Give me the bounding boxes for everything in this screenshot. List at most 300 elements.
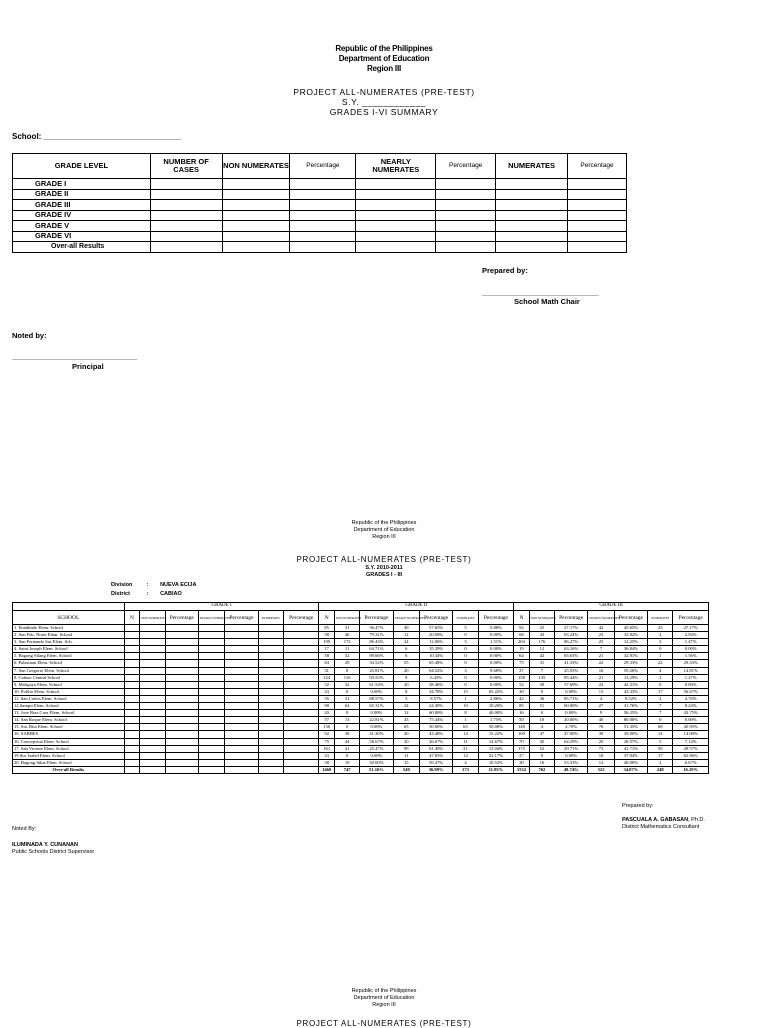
grade1-cell xyxy=(198,759,225,766)
summary-cell xyxy=(150,189,222,200)
table-row xyxy=(13,717,709,724)
grade3-cell: 158 xyxy=(514,674,529,681)
header-line: Republic of the Philippines xyxy=(351,520,417,526)
grade1-cell xyxy=(140,710,165,717)
grade3-cell: 12.25% xyxy=(614,639,647,646)
summary-row xyxy=(13,221,627,232)
grade3-cell: 21 xyxy=(588,674,615,681)
grade2-cell: 0.00% xyxy=(360,688,393,695)
grade3-cell: 1.56% xyxy=(673,653,709,660)
grade1-cell xyxy=(283,731,318,738)
grade3-cell: 20 xyxy=(588,738,615,745)
grade1-cell xyxy=(198,745,225,752)
grade3-cell: 73 xyxy=(588,745,615,752)
school-name: 5. Bagong Silang Elem. School xyxy=(13,653,125,660)
grade3-cell: 51.35% xyxy=(614,724,647,731)
header-line: Department of Education xyxy=(338,54,430,63)
grade1-cell xyxy=(258,667,283,674)
grade2-cell: 58 xyxy=(319,632,334,639)
table-row xyxy=(13,688,709,695)
grade3-cell: 27 xyxy=(514,667,529,674)
summary-cell xyxy=(496,179,568,190)
sub-col-header: Percentage xyxy=(478,611,514,625)
grade1-cell xyxy=(225,688,258,695)
page2-prepared-by: Prepared by: xyxy=(622,803,654,809)
table-row xyxy=(13,738,709,745)
grade2-cell: 15 xyxy=(453,688,478,695)
table-row xyxy=(13,639,709,646)
summary-cell xyxy=(356,210,436,221)
grade1-cell xyxy=(258,738,283,745)
grade3-cell: 80.00% xyxy=(614,717,647,724)
grade2-cell: 0.00% xyxy=(478,653,514,660)
grade2-cell: 41.30% xyxy=(360,731,393,738)
grade-group-header: GRADE III xyxy=(514,603,709,611)
grade3-cell: 13.29% xyxy=(614,674,647,681)
preparer-name: PASCUALA A. GABASAN xyxy=(622,817,689,823)
grade3-cell: 25.93% xyxy=(555,667,588,674)
grade2-cell: 9.68% xyxy=(478,667,514,674)
summary-cell xyxy=(568,200,627,211)
grade3-cell: 85.44% xyxy=(555,674,588,681)
summary-cell xyxy=(150,221,222,232)
header-line: Department of Education xyxy=(353,527,415,533)
summary-cell xyxy=(496,210,568,221)
district-value: CABIAO xyxy=(160,591,182,597)
grade3-cell: 42 xyxy=(514,695,529,702)
summary-overall-row xyxy=(13,242,627,253)
grade2-cell: 20 xyxy=(393,738,420,745)
grade2-cell: 3 xyxy=(393,695,420,702)
grade3-cell: 9.52% xyxy=(614,695,647,702)
column-header-row xyxy=(13,611,709,625)
grade1-cell xyxy=(283,646,318,653)
grade3-cell: 2.94% xyxy=(673,632,709,639)
grade3-cell: 47.00% xyxy=(555,731,588,738)
grade1-cell xyxy=(225,639,258,646)
summary-cell xyxy=(356,221,436,232)
grade2-cell: 10.34% xyxy=(420,653,453,660)
grade3-cell: 7 xyxy=(648,703,673,710)
grade2-cell: 86.43% xyxy=(360,639,393,646)
grade3-cell: 0 xyxy=(648,646,673,653)
school-name: 11. San Carlos Elem. School xyxy=(13,695,125,702)
grade1-cell xyxy=(165,688,198,695)
summary-cell xyxy=(222,242,290,253)
sub-col-header: Percentage xyxy=(225,611,258,625)
grade1-cell xyxy=(124,759,139,766)
grade2-cell: 6 xyxy=(393,653,420,660)
table-row xyxy=(13,710,709,717)
grade1-cell xyxy=(124,660,139,667)
grade2-cell: 14 xyxy=(453,731,478,738)
grade2-cell: 3 xyxy=(453,639,478,646)
grade2-cell: 12 xyxy=(393,710,420,717)
summary-cell xyxy=(150,200,222,211)
summary-cell xyxy=(222,200,290,211)
grade3-cell: 0 xyxy=(648,681,673,688)
grade3-cell: 27 xyxy=(588,703,615,710)
grade2-cell: 98 xyxy=(319,703,334,710)
table-row xyxy=(13,731,709,738)
grade2-cell: 51.16% xyxy=(360,766,393,773)
grade3-cell: 0.00% xyxy=(673,681,709,688)
grade1-cell xyxy=(283,738,318,745)
grade1-cell xyxy=(258,653,283,660)
total-row xyxy=(13,766,709,773)
summary-cell xyxy=(568,231,627,242)
grade1-cell xyxy=(225,745,258,752)
grade2-cell: 92 xyxy=(319,731,334,738)
grade3-cell: 29.33% xyxy=(673,660,709,667)
grade1-cell xyxy=(258,695,283,702)
school-name: 4. Saint Joseph Elem. School xyxy=(13,646,125,653)
header-line: Region III xyxy=(366,64,401,73)
grade3-cell: 7 xyxy=(588,646,615,653)
grade2-cell: 0 xyxy=(453,660,478,667)
grade2-cell: 1.75% xyxy=(478,717,514,724)
grade1-cell xyxy=(225,759,258,766)
grade2-cell: 25.81% xyxy=(360,667,393,674)
grade2-cell: 75.44% xyxy=(420,717,453,724)
grade1-cell xyxy=(225,752,258,759)
sub-col-header: N xyxy=(124,611,139,625)
grade3-cell: 4.76% xyxy=(673,695,709,702)
summary-cell xyxy=(222,221,290,232)
grade1-cell xyxy=(225,632,258,639)
grade2-cell: 93.55% xyxy=(360,674,393,681)
sub-col-header: Percentage xyxy=(283,611,318,625)
grade1-cell xyxy=(225,717,258,724)
grade3-cell: 22 xyxy=(648,660,673,667)
grade3-cell: 0 xyxy=(529,688,554,695)
grade3-cell: 64.29% xyxy=(555,738,588,745)
grade2-cell: 24.49% xyxy=(420,703,453,710)
grade2-cell: 31 xyxy=(319,667,334,674)
grade2-cell: 75 xyxy=(319,738,334,745)
grade2-cell: 43.48% xyxy=(420,731,453,738)
grade1-cell xyxy=(283,717,318,724)
col-header: NUMERATES xyxy=(496,154,568,179)
grade2-cell: 0.00% xyxy=(360,710,393,717)
grade1-cell xyxy=(258,703,283,710)
grade2-cell: 116 xyxy=(334,674,359,681)
grade2-cell: 58 xyxy=(319,653,334,660)
grade2-cell: 99 xyxy=(393,745,420,752)
grade-level-label: GRADE III xyxy=(13,200,151,211)
summary-table xyxy=(12,153,627,253)
table-row xyxy=(13,653,709,660)
grade2-cell: 1460 xyxy=(319,766,334,773)
table-row xyxy=(13,745,709,752)
grade2-cell: 6.45% xyxy=(420,674,453,681)
grade2-cell: 43 xyxy=(393,717,420,724)
grade3-cell: 52 xyxy=(514,681,529,688)
grade2-cell: 8 xyxy=(393,688,420,695)
grade1-cell xyxy=(225,625,258,632)
grade3-cell: 22 xyxy=(588,660,615,667)
grade3-cell: 39 xyxy=(588,731,615,738)
grade2-cell: 44 xyxy=(334,738,359,745)
sub-col-header: Percentage xyxy=(165,611,198,625)
grade2-cell: 124 xyxy=(319,674,334,681)
grade1-cell xyxy=(198,695,225,702)
grade2-cell: 0.00% xyxy=(478,646,514,653)
grade2-cell: 1 xyxy=(453,695,478,702)
grade3-cell: 12 xyxy=(529,646,554,653)
grade2-cell: 20 xyxy=(393,681,420,688)
grade1-cell xyxy=(258,766,283,773)
grade3-cell: 34.07% xyxy=(614,766,647,773)
grade1-cell xyxy=(283,703,318,710)
grade1-cell xyxy=(198,639,225,646)
grade2-cell: 11 xyxy=(453,738,478,745)
grade2-cell: 49 xyxy=(393,625,420,632)
school-name: 17. San Vicente Elem. School xyxy=(13,745,125,752)
grade2-cell: 64 xyxy=(334,703,359,710)
grade2-cell: 46 xyxy=(334,632,359,639)
grade3-cell: 43 xyxy=(529,632,554,639)
grade1-cell xyxy=(140,703,165,710)
grade2-cell: 0 xyxy=(453,681,478,688)
grade1-cell xyxy=(225,731,258,738)
grade2-cell: 50.00% xyxy=(360,759,393,766)
grade1-cell xyxy=(225,646,258,653)
grade1-cell xyxy=(258,660,283,667)
grade1-cell xyxy=(124,731,139,738)
grade2-cell: 5 xyxy=(453,625,478,632)
grade3-cell: 29.71% xyxy=(555,745,588,752)
grade3-cell: 29.33% xyxy=(614,660,647,667)
page2-noted-by: Noted By: xyxy=(12,826,37,832)
grade1-cell xyxy=(124,703,139,710)
grade1-cell xyxy=(140,667,165,674)
grade1-cell xyxy=(140,625,165,632)
grade2-cell: 12 xyxy=(453,752,478,759)
grade1-cell xyxy=(165,731,198,738)
grade2-cell: 38 xyxy=(334,731,359,738)
grade3-cell: 28.57% xyxy=(673,745,709,752)
summary-cell xyxy=(356,242,436,253)
grade2-cell: 0 xyxy=(453,674,478,681)
table-row xyxy=(13,695,709,702)
summary-cell xyxy=(222,189,290,200)
table-row xyxy=(13,667,709,674)
summary-cell xyxy=(496,231,568,242)
grade2-cell: 65 xyxy=(453,724,478,731)
grade2-cell: 10 xyxy=(453,703,478,710)
table-row xyxy=(13,674,709,681)
grade2-cell: 0 xyxy=(453,653,478,660)
grade2-cell: 39.47% xyxy=(420,759,453,766)
grade2-cell: 64.52% xyxy=(420,667,453,674)
summary-cell xyxy=(290,221,356,232)
grade3-cell: 45 xyxy=(529,738,554,745)
grade3-cell: 7 xyxy=(529,667,554,674)
preparer-role: District Mathematics Consultant xyxy=(622,824,700,830)
header-line: Region III xyxy=(372,1002,396,1008)
grade-level-label: GRADE II xyxy=(13,189,151,200)
grade1-cell xyxy=(225,681,258,688)
grade3-cell: 41.71% xyxy=(614,745,647,752)
sub-col-header: Percentage xyxy=(614,611,647,625)
noter-name: ILUMINADA Y. CUNANAN xyxy=(12,842,78,848)
grade2-cell: 0 xyxy=(334,752,359,759)
table-row xyxy=(13,703,709,710)
summary-cell xyxy=(496,189,568,200)
grade3-cell: 176 xyxy=(529,639,554,646)
grade3-cell: 248 xyxy=(648,766,673,773)
grade3-cell: 14.00% xyxy=(673,731,709,738)
grade1-cell xyxy=(165,625,198,632)
grade1-cell xyxy=(283,660,318,667)
summary-row xyxy=(13,179,627,190)
grade1-cell xyxy=(225,660,258,667)
grade1-cell xyxy=(198,667,225,674)
grade1-cell xyxy=(165,646,198,653)
summary-cell xyxy=(496,242,568,253)
overall-label: Over-all Results xyxy=(13,242,151,253)
grade3-cell: 92 xyxy=(514,625,529,632)
grade1-cell xyxy=(165,695,198,702)
grade3-cell: 45.65% xyxy=(614,625,647,632)
grade3-cell: 85 xyxy=(514,703,529,710)
grade2-cell: 60.00% xyxy=(420,710,453,717)
grade2-cell: 50.00% xyxy=(478,724,514,731)
grade2-cell: 0.00% xyxy=(478,674,514,681)
total-label: Over-all Results xyxy=(13,766,125,773)
grade2-cell: 199 xyxy=(319,639,334,646)
grade1-cell xyxy=(198,717,225,724)
grade3-cell: 50 xyxy=(648,745,673,752)
summary-cell xyxy=(222,231,290,242)
grade2-cell: 130 xyxy=(319,724,334,731)
grade2-cell: 1.51% xyxy=(478,639,514,646)
grade3-cell: 62.96% xyxy=(673,752,709,759)
grade1-cell xyxy=(283,710,318,717)
grade1-cell xyxy=(283,766,318,773)
grade2-cell: 6 xyxy=(393,646,420,653)
summary-cell xyxy=(436,231,496,242)
grade2-cell: 35.29% xyxy=(420,646,453,653)
grade1-cell xyxy=(198,646,225,653)
school-name: 16. Concepcion Elem. School xyxy=(13,738,125,745)
grade2-cell: 40 xyxy=(393,731,420,738)
grade3-cell: 0.00% xyxy=(555,688,588,695)
subtitle: GRADES I-VI SUMMARY xyxy=(329,107,439,117)
grade3-cell: 10 xyxy=(588,752,615,759)
grade2-cell: 1 xyxy=(453,717,478,724)
grade3-cell: 148 xyxy=(514,724,529,731)
table-row xyxy=(13,681,709,688)
grade1-cell xyxy=(165,632,198,639)
summary-cell xyxy=(568,210,627,221)
prepared-by-line: ____________________________ xyxy=(482,288,599,297)
grade1-cell xyxy=(124,667,139,674)
grade3-cell: 40.00% xyxy=(614,759,647,766)
grade3-cell: 43.33% xyxy=(614,688,647,695)
grade1-cell xyxy=(258,731,283,738)
school-name: 13. Jose Rizz Cruz Elem. School xyxy=(13,710,125,717)
grade3-cell: 1.47% xyxy=(673,639,709,646)
table-row xyxy=(13,759,709,766)
grade2-cell: 0 xyxy=(334,724,359,731)
grade2-cell: 57.65% xyxy=(420,625,453,632)
grade2-cell: 0.00% xyxy=(360,724,393,731)
grade1-cell xyxy=(283,752,318,759)
summary-cell xyxy=(496,200,568,211)
grade2-cell: 40.00% xyxy=(478,710,514,717)
grade3-cell: 3 xyxy=(648,639,673,646)
summary-cell xyxy=(436,242,496,253)
grade2-cell: 52.17% xyxy=(478,752,514,759)
table-row xyxy=(13,646,709,653)
page2-sy: S.Y. 2010-2011 xyxy=(365,565,403,571)
grade1-cell xyxy=(124,745,139,752)
grade1-cell xyxy=(258,759,283,766)
grade1-cell xyxy=(198,724,225,731)
district-label: District xyxy=(111,591,130,597)
grade1-cell xyxy=(225,667,258,674)
grade3-cell: 100 xyxy=(514,731,529,738)
grade3-cell: 4 xyxy=(588,695,615,702)
grade3-cell: 32.81% xyxy=(614,653,647,660)
grade2-cell: 47.83% xyxy=(420,752,453,759)
school-name: 14. San Roque Elem. School xyxy=(13,717,125,724)
grade-level-label: GRADE IV xyxy=(13,210,151,221)
grade1-cell xyxy=(283,674,318,681)
grade2-cell: 26.67% xyxy=(420,738,453,745)
page3-title: PROJECT ALL-NUMERATES (PRE-TEST) xyxy=(296,1019,472,1028)
school-name: 3. San Fernando Sur Elem. Sch. xyxy=(13,639,125,646)
grade3-cell: 75 xyxy=(514,660,529,667)
grade3-cell: 0.00% xyxy=(673,717,709,724)
grade3-cell: 56.25% xyxy=(614,710,647,717)
school-name: 6. Palasinan Elem. School xyxy=(13,660,125,667)
grade1-cell xyxy=(165,681,198,688)
grade2-cell: 12 xyxy=(393,632,420,639)
grade2-cell: 0 xyxy=(334,688,359,695)
school-name: 20. Bagong Sikat Elem. School xyxy=(13,759,125,766)
grade2-cell: 38.46% xyxy=(420,681,453,688)
grade1-cell xyxy=(165,766,198,773)
grade1-cell xyxy=(258,752,283,759)
grade3-cell: 50 xyxy=(514,717,529,724)
grade2-cell: 2.86% xyxy=(478,695,514,702)
sub-col-header: Percentage xyxy=(420,611,453,625)
sub-col-header: N xyxy=(319,611,334,625)
grade2-cell: 25.47% xyxy=(360,745,393,752)
grade2-cell: 0.00% xyxy=(360,752,393,759)
grade1-cell xyxy=(198,731,225,738)
preparer xyxy=(622,817,705,824)
grade2-cell: 15.22% xyxy=(478,731,514,738)
grade1-cell xyxy=(283,667,318,674)
grade1-cell xyxy=(140,752,165,759)
summary-cell xyxy=(290,189,356,200)
grade3-cell: 51 xyxy=(529,703,554,710)
summary-cell xyxy=(568,221,627,232)
grade1-cell xyxy=(198,625,225,632)
grade3-cell: 86.27% xyxy=(555,639,588,646)
grade3-cell: 31 xyxy=(529,660,554,667)
grade2-cell: 88.57% xyxy=(360,695,393,702)
grade3-cell: 2 xyxy=(648,759,673,766)
grade3-cell: 2 xyxy=(648,695,673,702)
grade2-cell: 52 xyxy=(319,681,334,688)
grade1-cell xyxy=(124,646,139,653)
grade1-cell xyxy=(283,688,318,695)
